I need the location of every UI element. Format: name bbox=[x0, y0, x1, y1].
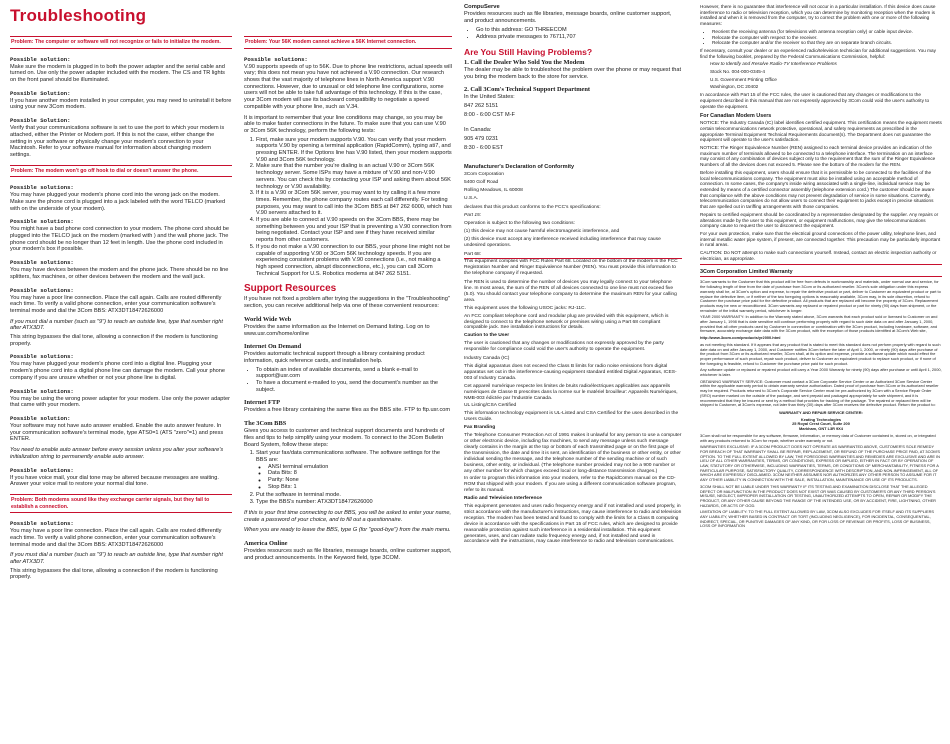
v90-test-steps bbox=[244, 137, 452, 278]
warranties-exclusive-text: WARRANTIES EXCLUSIVE: IF A 3COM PRODUCT DOES NOT OPERATE AS WARRANTED ABOVE, CUSTOMER'S SOLE REMEDY FOR BREACH OF THAT WARRANTY SHALL BE REPAIR, REPLACEMENT, OR REFUND OF THE PURCHASE PRICE PAID, AT 3COM'S OPTION. TO THE FULL EXTENT ALLOWED BY LAW, THE FOREGOING WARRANTIES AND REMEDIES ARE EXCLUSIVE AND ARE IN LIEU OF ALL OTHER WARRANTIES, TERMS, OR CONDITIONS, EXPRESS OR IMPLIED, EITHER IN FACT OR BY OPERATION OF LAW, STATUTORY OR OTHERWISE, INCLUDING WARRANTIES, TERMS, OR CONDITIONS OF MERCHANTABILITY, FITNESS FOR A PARTICULAR PURPOSE, SATISFACTORY QUALITY, CORRESPONDENCE WITH DESCRIPTION, AND NON-INFRINGEMENT, ALL OF WHICH ARE EXPRESSLY DISCLAIMED. 3COM NEITHER ASSUMES NOR AUTHORIZES ANY OTHER PERSON TO ASSUME FOR IT ANY OTHER LIABILITY IN CONNECTION WITH THE SALE, INSTALLATION, MAINTENANCE OR USE OF ITS PRODUCTS. bbox=[700, 444, 940, 483]
section-divider bbox=[700, 264, 942, 265]
list-item: • Reorient the receiving antenna (for televisions with antenna reception only) or cable input device. bbox=[712, 29, 942, 35]
solution-text: If you have another modem installed in your computer, you may need to uninstall it before using your new 3Com modem. bbox=[10, 97, 232, 111]
bbs-steps bbox=[244, 450, 452, 506]
fax-branding-heading: Fax Branding bbox=[464, 425, 496, 431]
solution-heading: Possible solution: bbox=[10, 55, 71, 63]
section-divider bbox=[700, 276, 942, 277]
page-title: Troubleshooting bbox=[10, 6, 147, 25]
canadian-users-text: NOTICE: The Ringer Equivalence Number (REN) assigned to each terminal device provides an indication of the maximum number of terminals allowed to be connected to a telephone interface. The termination on an interface may consist of any combination of devices subject only to the requirement that the sum of the Ringer Equivalence Numbers of all the devices does not exceed 5. Please see the bottom of the modem for the REN. bbox=[700, 145, 936, 168]
list-item: ◦ Stop Bits: 1 bbox=[268, 484, 452, 491]
aol-text: Provides resources such as file libraries, message boards, online customer support, and product announcements. In the Keyword field, type 3COM. bbox=[244, 547, 452, 561]
solution-heading: Possible solutions: bbox=[10, 387, 74, 395]
internet-on-demand-text: Provides automatic technical support through a library containing product information, quick reference cards, and installation help. bbox=[244, 351, 425, 364]
solution-heading: Possible solutions: bbox=[10, 259, 74, 267]
solution-text: Your software may not have auto answer enabled. Enable the auto answer feature. In your communication software's terminal mode, type ATS0=1 (ATS "zero"=1) and press ENTER. bbox=[10, 422, 224, 443]
internet-on-demand-heading: Internet On Demand bbox=[244, 343, 302, 351]
bbs-heading: The 3Com BBS bbox=[244, 420, 287, 428]
list-item: 5. If you do not make a V.90 connection to our BBS, your phone line might not be capable of supporting V.90 or 3Com 56K technology speeds. If you are experiencing consistent problems with V.90 connections (i.e., not making a high speed connection, abrupt disconnections, etc.), you can call 3Com Technical Support for U.S. Robotics modems at 847 262 5151. bbox=[256, 244, 452, 278]
booklet-line: Stock No. 004-000-0345-4 bbox=[710, 69, 765, 75]
ul-text: This information technology equipment is UL-Listed and CSA Certified for the uses described in the Users Guide. bbox=[464, 411, 679, 423]
usoc-text: This equipment uses the following USOC jacks: RJ-11C. bbox=[464, 305, 586, 311]
address-line: 5400 Golf Road bbox=[464, 180, 499, 186]
year-2000-warranty: YEAR 2000 WARRANTY: In addition to the Warranty stated above, 3Com warrants that each product sold or licensed to Customer on and after January 1, 1998 that is date sensitive will continue performing properly with regard to such date data on and after January 1, 2000, provided that all other products used by Customer in connection or combination with the 3Com product, including hardware, software, and firmware, accurately exchange date data with the 3Com product, with the exception of those products identified at 3Com's Web site, bbox=[700, 314, 938, 334]
bbs-settings-list bbox=[256, 464, 452, 491]
section-divider bbox=[464, 258, 682, 259]
solution-text: You may be using the wrong power adapter for your modem. Use only the power adapter that came with your modem. bbox=[10, 395, 230, 409]
solution-text: You may have a poor line connection. Place the call again. Calls are routed differently each time. To verify a valid phone connection, enter your communication software's terminal mode and dial the 3Com BBS: ATX3DT18472626000 bbox=[10, 528, 222, 548]
tech-support-line: In Canada: bbox=[464, 127, 492, 134]
warranties-exclusive-text: 3COM SHALL NOT BE LIABLE UNDER THIS WARRANTY IF ITS TESTING AND EXAMINATION DISCLOSE THAT THE ALLEGED DEFECT OR MALFUNCTION IN THE PRODUCT DOES NOT EXIST OR WAS CAUSED BY CUSTOMER'S OR ANY THIRD PERSON'S MISUSE, NEGLECT, IMPROPER INSTALLATION OR TESTING, UNAUTHORIZED ATTEMPTS TO OPEN, REPAIR OR MODIFY THE PRODUCT, OR ANY OTHER CAUSE BEYOND THE RANGE OF THE INTENDED USE, OR BY ACCIDENT, FIRE, LIGHTNING, OTHER HAZARDS, OR ACTS OF GOD. bbox=[700, 483, 936, 508]
aol-heading: America Online bbox=[244, 539, 288, 547]
canadian-users-text: NOTICE: The Industry Canada (IC) label identifies certified equipment. This certification means the equipment meets certain telecommunications network protective, operational, and safety requirements as prescribed in the appropriate Terminal Equipment Technical Requirements document(s). The Department does not guarantee the equipment will operate to the user's satisfaction. bbox=[700, 120, 942, 143]
tech-support-heading: 2. Call 3Com's Technical Support Department bbox=[464, 86, 591, 94]
caution-heading: Caution to the User bbox=[464, 333, 510, 339]
list-item: • Relocate the computer and/or the receiver so that they are on separate branch circuits. bbox=[712, 40, 942, 46]
booklet-line: Washington, DC 20402 bbox=[710, 84, 759, 90]
caution-text: The user is cautioned that any changes or modifications not expressly approved by the party responsible for compliance could void the user's authority to operate the equipment. bbox=[464, 341, 664, 353]
solution-text: This string bypasses the dial tone, allowing a connection if the modem is functioning properly. bbox=[10, 334, 218, 347]
warranty-text: 3Com warrants to the Customer that this product will be free from defects in workmanship and materials, under normal use and service, for the following length of time from the date of purchase from 3Com or its authorized reseller. 3Com's sole obligation under this express warranty shall be, at 3Com's option and expense, to repair the defective product or part, deliver to Customer an equivalent product or part to replace the defective item, or if neither of the two foregoing options is reasonably available, 3Com may, in its sole discretion, refund to Customer the purchase price paid for the defective product. All products that are replaced will become the property of 3Com. Replacement products may be new or reconditioned. 3Com warrants any replaced or repaired product or part for ninety (90) days from shipment, or the remainder of the initial warranty period, whichever is longer. bbox=[700, 279, 941, 313]
solution-heading: Possible solutions: bbox=[10, 466, 74, 474]
interference-text: If necessary, consult your dealer or an experienced radio/television technician for additional suggestions. You may find the following booklet, prepared by the Federal Communications Commission, helpful: bbox=[700, 47, 936, 59]
interference-text: In accordance with Part 15 of the FCC rules, the user is cautioned that any changes or modifications to the equipment described in this manual that are not expressly approved by 3Com could void the user's authority to operate the equipment. bbox=[700, 92, 930, 109]
booklet-title: How to Identify and Resolve Radio-TV Interference Problems bbox=[710, 61, 837, 67]
fax-branding-text: In order to program this information into your modem, refer to the RapidComm manual on the CD-ROM that shipped with your modem. If you are using a different communication software program, refer to its manual. bbox=[464, 476, 677, 494]
list-item: ◦ Parity: None bbox=[268, 477, 452, 484]
list-item: 4. If you are able to connect at V.90 speeds on the 3Com BBS, there may be something between you and your ISP that is preventing a V.90 connection from being negotiated. Contact your ISP and see if they have received similar reports from other customers. bbox=[256, 217, 452, 244]
internet-on-demand-list bbox=[244, 367, 452, 394]
still-having-problems-heading: Are You Still Having Problems? bbox=[464, 46, 593, 57]
v90-and-support-column bbox=[244, 0, 452, 744]
declaration-text: declares that this product conforms to the FCC's specifications: bbox=[464, 205, 601, 211]
problem-heading-off-hook: Problem: The modem won't go off hook to dial or doesn't answer the phone. bbox=[10, 165, 232, 178]
tech-support-line: 8:30 - 6:00 EST bbox=[464, 144, 504, 151]
industry-canada-text: This digital apparatus does not exceed the Class B limits for radio noise emissions from digital apparatus set out in the interference-causing equipment standard entitled Digital Apparatus, ICES-003 of Industry Canada. bbox=[464, 364, 677, 381]
canadian-users-text: Repairs to certified equipment should be coordinated by a representative designated by the supplier. Any repairs or alterations made by the user to this equipment, or equipment malfunctions, may give the telecommunications company cause to request the user to disconnect the equipment. bbox=[700, 211, 939, 229]
limitation-of-liability-text: LIMITATION OF LIABILITY: TO THE FULL EXTENT ALLOWED BY LAW, 3COM ALSO EXCLUDES FOR ITSELF AND ITS SUPPLIERS ANY LIABILITY, WHETHER BASED IN CONTRACT OR TORT (INCLUDING NEGLIGENCE), FOR INCIDENTAL, CONSEQUENTIAL, INDIRECT, SPECIAL, OR PUNITIVE DAMAGES OF ANY KIND, OR FOR LOSS OF REVENUE OR PROFITS, LOSS OF BUSINESS, LOSS OF INFORMATION bbox=[700, 509, 935, 529]
bbs-step-text: Start your fax/data communications software. The software settings for the BBS are: bbox=[256, 450, 440, 463]
service-center-address: Markham, ONT L3R 9X4 bbox=[799, 426, 843, 432]
year-2000-warranty: Any software update or replaced or repaired product will carry a Year 2000 Warranty for ninety (90) days after purchase or until April 1, 2000, whichever is later. bbox=[700, 367, 942, 378]
service-center-address: Keating Technologies bbox=[800, 416, 842, 422]
solution-text: You might have a bad phone cord connection to your modem. The phone cord should be plugged into the TELCO jack on the modem (marked with ) and the wall phone jack. The phone cord should be no longer than 12 feet in length. Use the phone cord included in your modem's box if possible. bbox=[10, 226, 229, 253]
www-heading: World Wide Web bbox=[244, 315, 292, 323]
interference-text: However, there is no guarantee that interference will not occur in a particular installation. If this device does cause interference to radio or television reception, which you can determine by monitoring reception when the modem is installed and when it is removed from the computer, try to correct the problem with one or more of the following measures: bbox=[700, 4, 936, 27]
problem-heading-modem-not-recognized: Problem: The computer or software will not recognize or fails to initialize the modem. bbox=[10, 36, 232, 49]
year-2000-warranty: as not meeting this standard. If it appears that any product that is stated to meet this standard does not perform properly with regard to such date data on and after January 1, 2000, and Customer notifies 3Com before the later of April 1, 2000, or ninety (90) days after purchase of the product from 3Com or its authorized reseller, 3Com shall, at its option and expense, provide a software update which would effect the proper performance of such product, repair such product, deliver to Customer an equivalent product to replace such product, or if none of the foregoing is feasible, refund to Customer the purchase price paid for such product. bbox=[700, 341, 941, 366]
list-item: 2. Make sure that the number you're dialing is an actual V.90 or 3Com 56K technology server. Some ISPs may have a mixture of V.90 and non-V.90 servers. You can check this by contacting your ISP and asking them about 56K technology or V.90 availability. bbox=[256, 163, 452, 190]
list-item: 3. Type the BBS's number: ATX3DT18472626000 bbox=[256, 499, 452, 506]
solution-text: V.90 supports speeds of up to 56K. Due to phone line restrictions, actual speeds will vary; this does not mean you have not achieved a V.90 connection. Our research shows that the vast majority of telephone lines in North America support V.90 connections. However, due to unusual or old telephone line configurations, some users will not be able to take full advantage of this technology. If this is the case, your 3Com modem will use its backward compatibility to negotiate a speed compatible with your phone line, such as V.34. bbox=[244, 63, 452, 110]
support-resources-heading: Support Resources bbox=[244, 283, 337, 295]
solution-text: If you have voice mail, your dial tone may be altered because messages are waiting. Answer your voice mail to restore your normal dial tone. bbox=[10, 474, 219, 488]
problem-heading-56k: Problem: Your 56K modem cannot achieve a 56K Internet connection. bbox=[244, 36, 452, 49]
canadian-users-text: Before installing this equipment, users should ensure that it is permissible to be connected to the facilities of the local telecommunications company. The equipment must also be installed using an acceptable method of connection. In some cases, the company's inside wiring associated with a single-line, individual service may be extended by means of a certified connector assembly (telephone extension cord.) The customer should be aware that compliance with the above conditions may not prevent degradation of service in some situations. Currently, telecommunication companies do not allow users to connect their equipment to jacks except in precise situations that are spelled out in tariffing arrangements with those companies. bbox=[700, 169, 935, 210]
tech-support-line: 8:00 - 6:00 CST M-F bbox=[464, 111, 515, 118]
liability-text: 3Com shall not be responsible for any software, firmware, information, or memory data of Customer contained in, stored on, or integrated with any products returned to 3Com for repair, whether under warranty or not. bbox=[700, 432, 936, 443]
troubleshooting-column bbox=[10, 0, 232, 744]
solution-note: You need to enable auto answer before every session unless you alter your software's initialization string to permanently enable auto answer. bbox=[10, 447, 224, 460]
solution-note: If you must dial a number (such as "9") to reach an outside line, type that number right after ATX3DT. bbox=[10, 318, 223, 332]
interference-measures bbox=[700, 29, 942, 46]
industry-canada-french: Cet appareil numérique respecte les limites de bruits radioélectriques applicables aux appareils numériques de Classe B prescrites dans la norme sur le matériel brouilleur: Appareils Numériques, NMB-003 édictée par l'Industrie Canada. bbox=[464, 383, 678, 401]
compuserve-list bbox=[464, 27, 682, 40]
part15-condition: (2) this device must accept any interference received including interference that may cause undesired operations. bbox=[464, 236, 661, 248]
canadian-users-text: For your own protection, make sure that the electrical ground connections of the power utility, telephone lines, and internal metallic water pipe system, if present, are connected together. This precaution may be particularly important in rural areas. bbox=[700, 230, 941, 248]
solution-heading: Possible solution: bbox=[10, 414, 71, 422]
list-item: ◦ Data Bits: 8 bbox=[268, 470, 452, 477]
warranty-column bbox=[700, 0, 942, 744]
list-item: 2. Put the software in terminal mode. bbox=[256, 492, 452, 499]
dealer-heading: 1. Call the Dealer Who Sold You the Modem bbox=[464, 58, 585, 66]
tech-support-line bbox=[464, 120, 682, 125]
warranty-heading: 3Com Corporation Limited Warranty bbox=[700, 269, 793, 276]
fcc-cord-text: An FCC compliant telephone cord and modular plug are provided with this equipment, which is designed to connect to the telephone network or premises wiring using a Part 68 compliant compatible jack. See installation instructions for details. bbox=[464, 313, 669, 331]
radio-tv-heading: Radio and Television Interference bbox=[464, 496, 542, 502]
compuserve-text: Provides resources such as file libraries, message boards, online customer support, and product announcements. bbox=[464, 11, 672, 24]
ftp-text: Provides a free library containing the same files as the BBS site. FTP to ftp.usr.com bbox=[244, 407, 451, 414]
solution-heading: Possible solutions: bbox=[244, 55, 308, 63]
ul-heading: UL Listing/CSA Certified bbox=[464, 403, 517, 409]
booklet-line: U.S. Government Printing Office bbox=[710, 76, 777, 82]
bbs-text: Gives you access to customer and technical support documents and hundreds of files and tips to help simplify using your modem. To connect to the 3Com Bulletin Board System, follow these steps: bbox=[244, 428, 445, 448]
bbs-note: When you are ready to leave the BBS, type G (for "good-bye") from the main menu. bbox=[244, 527, 451, 534]
solution-text: Verify that your communications software is set to use the port to which your modem is attached, either the Printer or Modem port. If this is not the case, either change the setting in your software or physically change your modem's connection to your Macintosh. Refer to your software manual for information about changing modem settings. bbox=[10, 125, 225, 158]
contact-and-regulatory-column bbox=[464, 0, 682, 744]
list-item: • To have a document e-mailed to you, send the document's number as the subject. bbox=[256, 380, 452, 393]
tech-support-line: 847 262 5151 bbox=[464, 102, 499, 109]
canadian-users-heading: For Canadian Modem Users bbox=[700, 113, 772, 120]
canadian-users-text: CAUTION: Do NOT attempt to make such connections yourself. Instead, contact an electric inspection authority or electrician, as appropriate. bbox=[700, 250, 937, 261]
solution-heading: Possible solutions: bbox=[10, 184, 74, 192]
list-item: 3. If it is a V.90 or 3Com 56K server, you may want to try calling it a few more times. Remember, the phone company routes each call differently. For testing purposes, you may want to call into the 3Com BBS at 847 262 6000, which has V.90 servers attached to it. bbox=[256, 190, 452, 217]
solution-heading: Possible solutions: bbox=[10, 520, 74, 528]
solution-text: Make sure the modem is plugged in to both the power adapter and the serial cable and turned on. Use only the power adapter included with the modem. The CS and TR lights on the front panel should be illuminated. bbox=[10, 63, 225, 83]
solution-heading: Possible Solution: bbox=[10, 89, 71, 97]
list-item: 1. First, make sure your modem supports V.90. You can verify that your modem supports V.90 by opening a terminal application (RapidComm), typing ati7, and pressing ENTER. If the Options line has V.90 listed, then your modem supports V.90 and 3Com 56K technology. bbox=[256, 137, 452, 164]
address-line: 3Com Corporation bbox=[464, 172, 504, 178]
list-item bbox=[256, 450, 452, 490]
dealer-text: The dealer may be able to troubleshoot the problem over the phone or may request that you bring the modem back to the store for service. bbox=[464, 66, 682, 80]
part15-condition: (1) this device may not cause harmful electromagnetic interference, and bbox=[464, 228, 620, 234]
solution-heading: Possible Solution: bbox=[10, 117, 71, 125]
list-item: • Address private messages to 76711,707 bbox=[476, 34, 682, 41]
solution-heading: Possible solutions: bbox=[10, 218, 74, 226]
obtaining-service-text: OBTAINING WARRANTY SERVICE: Customer must contact a 3Com Corporate Service Center or an Authorized 3Com Service Center within the applicable warranty period to obtain warranty service authorization. Dated proof of purchase from 3Com or its authorized reseller may be required. Products returned to 3Com's Corporate Service Center must be pre-authorized by 3Com with a Service Repair Order (SRO) number marked on the outside of the package, and sent prepaid and packaged appropriately for safe shipment, and it is recommended that they be insured or sent by a method that provides for tracking of the package. The repaired or replaced item will be shipped to Customer, at 3Com's expense, not later than thirty (30) days after 3Com receives the defective product. Return the product to: bbox=[700, 378, 939, 408]
part15-text: Operation is subject to the following two conditions: bbox=[464, 220, 575, 226]
solution-heading: Possible solutions: bbox=[10, 286, 74, 294]
part68-label: Part 68: bbox=[464, 251, 482, 257]
fax-branding-text: The Telephone Consumer Protection Act of 1991 makes it unlawful for any person to use a computer or other electronic device, including fax machines, to send any message unless such message clearly contains in the margin at the top or bottom of each transmitted page or on the first page of the transmission, the date and time it is sent, an identification of the business or other entity, or other individual sending the message, and the telephone number of the sending machine or of such business, other entity, or individual. (The telephone number provided may not be a 900 number or any other number for which charges exceed local or long-distance transmission charges.) bbox=[464, 433, 682, 474]
service-center-heading: WARRANTY AND REPAIR SERVICE CENTER: bbox=[779, 410, 863, 415]
tech-support-line: 905 479 0231 bbox=[464, 136, 499, 143]
list-item: • To obtain an index of available documents, send a blank e-mail to support@usr.com bbox=[256, 367, 452, 380]
part15-label: Part 15: bbox=[464, 212, 482, 218]
manufacturer-declaration-heading: Manufacturer's Declaration of Conformity bbox=[464, 164, 575, 171]
solution-text: You may have plugged your modem's phone cord into the wrong jack on the modem. Make sure the phone cord is plugged into a jack labeled with the word TELCO (marked with on the underside of your modem). bbox=[10, 192, 226, 212]
solution-text: It is important to remember that your line conditions may change, so you may be able to make faster connections in the future. To make sure that you can use V.90 or 3Com 56K technology, perform the following tests: bbox=[244, 114, 446, 134]
part68-text: This equipment complies with FCC Rules Part 68. Located on the bottom of the modem is the FCC Registration Number and Ringer Equivalence Number (REN). You must provide this information to the telephone company if requested. bbox=[464, 259, 678, 277]
list-item: • Relocate the computer with respect to the receiver. bbox=[712, 35, 942, 41]
address-line: Rolling Meadows, IL 60008 bbox=[464, 188, 523, 194]
solution-heading: Possible solutions: bbox=[10, 353, 74, 361]
year-2000-url: http://www.3com.com/products/yr2000.html bbox=[700, 335, 781, 341]
address-line: U.S.A. bbox=[464, 196, 479, 202]
radio-tv-text: This equipment generates and uses radio frequency energy and if not installed and used properly, in strict accordance with the manufacturer's instructions, may cause interference to radio and television reception. The modem has been tested and found to comply with the limits for a Class B computing device in accordance with the specifications in Part 15 of FCC rules, which are designed to provide reasonable protection against such interference in a residential installation. This equipment generates, uses, and can radiate radio frequency energy and, if not installed and used in accordance with the instructions, may cause interference to radio and television communications. bbox=[464, 504, 682, 545]
list-item: • Go to this address: GO THREECOM bbox=[476, 27, 682, 34]
www-text: Provides the same information as the Internet on Demand listing. Log on to www.usr.com/home/online bbox=[244, 323, 430, 337]
solution-text: You may have a poor line connection. Place the call again. Calls are routed differently each time. To verify a valid phone connection, enter your communication software's terminal mode and dial the 3Com BBS: ATX3DT18472626000 bbox=[10, 294, 222, 314]
compuserve-heading: CompuServe bbox=[464, 4, 500, 10]
bbs-note: If this is your first time connecting to our BBS, you will be asked to enter your name, create a password of your choice, and to fill out a questionnaire. bbox=[244, 509, 452, 523]
service-center-address: 25 Royal Crest Court, Suite 200 bbox=[792, 421, 850, 427]
ftp-heading: Internet FTP bbox=[244, 399, 281, 407]
solution-text: This string bypasses the dial tone, allowing a connection if the modem is functioning properly. bbox=[10, 567, 218, 581]
list-item: ◦ ANSI terminal emulation bbox=[268, 464, 452, 471]
industry-canada-heading: Industry Canada (IC) bbox=[464, 356, 510, 362]
problem-heading-carrier-signals: Problem: Both modems sound like they exchange carrier signals, but they fail to establish a connection. bbox=[10, 494, 232, 513]
support-intro: If you have not fixed a problem after trying the suggestions in the "Troubleshooting" section, you can receive additional help via one of these convenient resources: bbox=[244, 296, 450, 310]
solution-text: You may have devices between the modem and the phone jack. There should be no line splitters, fax machines, or other devices between the modem and the wall jack. bbox=[10, 267, 229, 280]
tech-support-line: In the United States: bbox=[464, 94, 515, 101]
solution-text: You may have plugged your modem's phone cord into a digital line. Plugging your modem's phone cord into a digital phone line can damage the modem. Call your phone company if you are unsure whether or not your phone line is digital. bbox=[10, 361, 226, 381]
ren-text: The REN is used to determine the number of devices you may legally connect to your telephone line. In most areas, the sum of the REN of all devices connected to one line must not exceed five (5.0). You should contact your telephone company to determine the maximum REN for your calling area. bbox=[464, 280, 677, 303]
solution-note: If you must dial a number (such as "9") to reach an outside line, type that number right after ATX3DT. bbox=[10, 552, 223, 565]
